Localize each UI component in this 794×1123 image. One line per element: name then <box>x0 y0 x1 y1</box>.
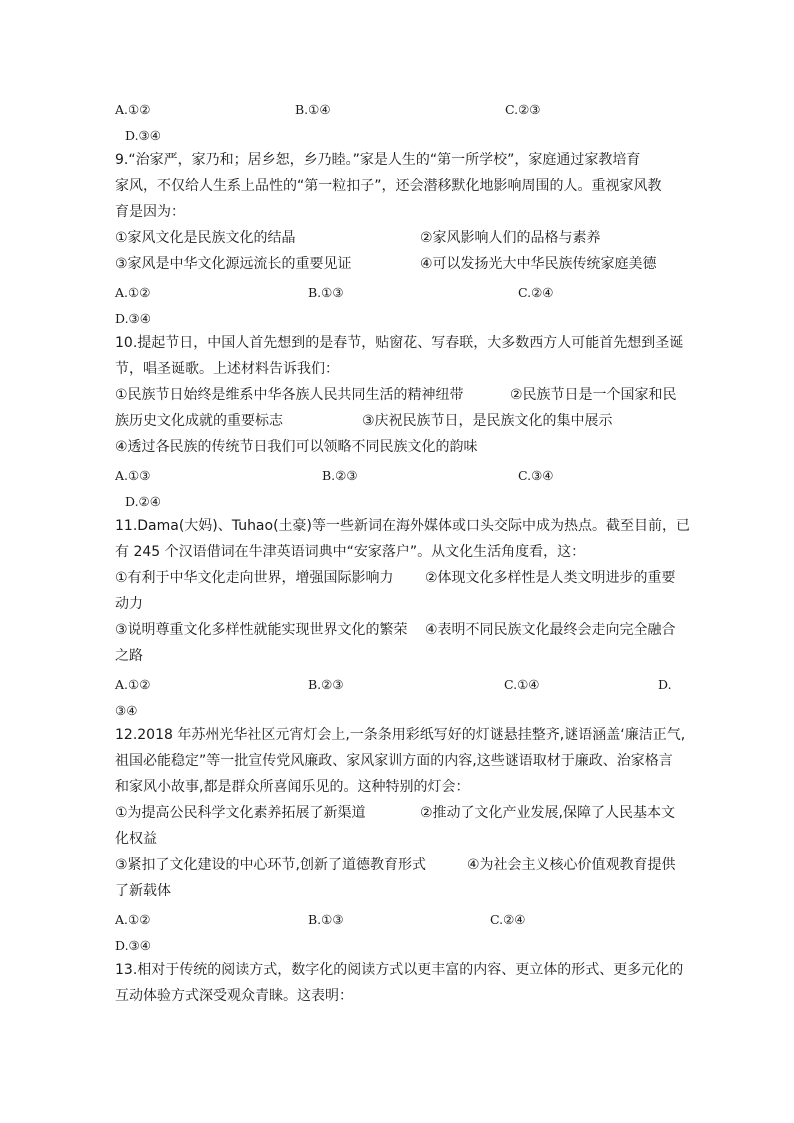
q10-item-2: ②民族节日是一个国家和民 <box>510 387 677 403</box>
q9-item-3: ③家风是中华文化源远流长的重要见证 <box>115 256 352 272</box>
q9-stem-line: 家风，不仅给人生系上品性的“第一粒扣子”，还会潜移默化地影响周围的人。重视家风教 <box>115 178 662 194</box>
q12-option-d: D.③④ <box>115 938 151 953</box>
q8-option-d: D.③④ <box>125 128 161 143</box>
q10-stem-line: 10.提起节日，中国人首先想到的是春节，贴窗花、写春联，大多数西方人可能首先想到圣诞 <box>115 335 684 351</box>
q10-stem-line: 节，唱圣诞歌。上述材料告诉我们： <box>115 361 339 377</box>
q12-item-2-cont: 化权益 <box>115 831 157 847</box>
q10-item-2-cont: 族历史文化成就的重要标志 <box>115 413 283 429</box>
q12-option-c: C.②④ <box>490 912 526 927</box>
q11-item-4-cont: 之路 <box>115 648 143 664</box>
q8-option-a: A.①② <box>115 102 151 117</box>
q12-stem-line: 和家风小故事,都是群众所喜闻乐见的。这种特别的灯会： <box>115 779 470 795</box>
q8-option-b: B.①④ <box>295 102 331 117</box>
q9-option-c: C.②④ <box>518 285 554 300</box>
q12-stem-line: 12.2018 年苏州光华社区元宵灯会上,一条条用彩纸写好的灯谜悬挂整齐,谜语涵盖‘廉洁正气, <box>115 727 686 743</box>
q11-item-2-cont: 动力 <box>115 596 143 612</box>
q12-item-4: ④为社会主义核心价值观教育提供 <box>467 857 676 873</box>
q12-item-1: ①为提高公民科学文化素养拓展了新渠道 <box>115 805 366 821</box>
q13-stem-line: 13.相对于传统的阅读方式，数字化的阅读方式以更丰富的内容、更立体的形式、更多元化的 <box>115 962 684 978</box>
q10-item-4: ④透过各民族的传统节日我们可以领略不同民族文化的韵味 <box>115 439 478 455</box>
q11-item-4: ④表明不同民族文化最终会走向完全融合 <box>425 622 676 638</box>
q9-option-a: A.①② <box>115 285 151 300</box>
q9-item-4: ④可以发扬光大中华民族传统家庭美德 <box>420 256 657 272</box>
q9-stem-line: 9.“治家严，家乃和；居乡恕，乡乃睦。”家是人生的“第一所学校”，家庭通过家教培育 <box>115 152 641 168</box>
q8-option-c: C.②③ <box>505 102 541 117</box>
q10-option-b: B.②③ <box>322 468 358 483</box>
q10-option-a: A.①③ <box>115 468 151 483</box>
q13-stem-line: 互动体验方式深受观众青睐。这表明： <box>115 988 353 1004</box>
q10-item-3: ③庆祝民族节日，是民族文化的集中展示 <box>362 413 613 429</box>
q12-option-a: A.①② <box>115 912 151 927</box>
q11-option-d-cont: ③④ <box>115 703 138 718</box>
q11-stem-line: 有 245 个汉语借词在牛津英语词典中“安家落户”。从文化生活角度看，这： <box>115 544 586 560</box>
q11-option-c: C.①④ <box>504 677 540 692</box>
q9-item-2: ②家风影响人们的品格与素养 <box>420 230 601 246</box>
q9-stem-line: 育是因为： <box>115 204 185 220</box>
q11-item-2: ②体现文化多样性是人类文明进步的重要 <box>425 570 676 586</box>
q9-item-1: ①家风文化是民族文化的结晶 <box>115 230 296 246</box>
q10-item-1: ①民族节日始终是维系中华各族人民共同生活的精神纽带 <box>115 387 464 403</box>
q10-option-d: D.②④ <box>125 494 161 509</box>
q9-option-b: B.①③ <box>308 285 344 300</box>
q11-item-1: ①有利于中华文化走向世界，增强国际影响力 <box>115 570 394 586</box>
q11-option-b: B.②③ <box>308 677 344 692</box>
q12-item-3: ③紧扣了文化建设的中心环节,创新了道德教育形式 <box>115 857 426 873</box>
q12-item-4-cont: 了新载体 <box>115 883 171 899</box>
q12-stem-line: 祖国必能稳定”等一批宣传党风廉政、家风家训方面的内容,这些谜语取材于廉政、治家格言 <box>115 753 673 769</box>
q11-option-a: A.①② <box>115 677 151 692</box>
q12-option-b: B.①③ <box>308 912 344 927</box>
q9-option-d: D.③④ <box>115 311 151 326</box>
q11-item-3: ③说明尊重文化多样性就能实现世界文化的繁荣 <box>115 622 408 638</box>
q12-item-2: ②推动了文化产业发展,保障了人民基本文 <box>420 805 675 821</box>
q10-option-c: C.③④ <box>518 468 554 483</box>
q11-option-d: D. <box>658 677 672 692</box>
q11-stem-line: 11.Dama(大妈)、Tuhao(土豪)等一些新词在海外媒体或口头交际中成为热点。截至目前，已 <box>115 518 691 534</box>
